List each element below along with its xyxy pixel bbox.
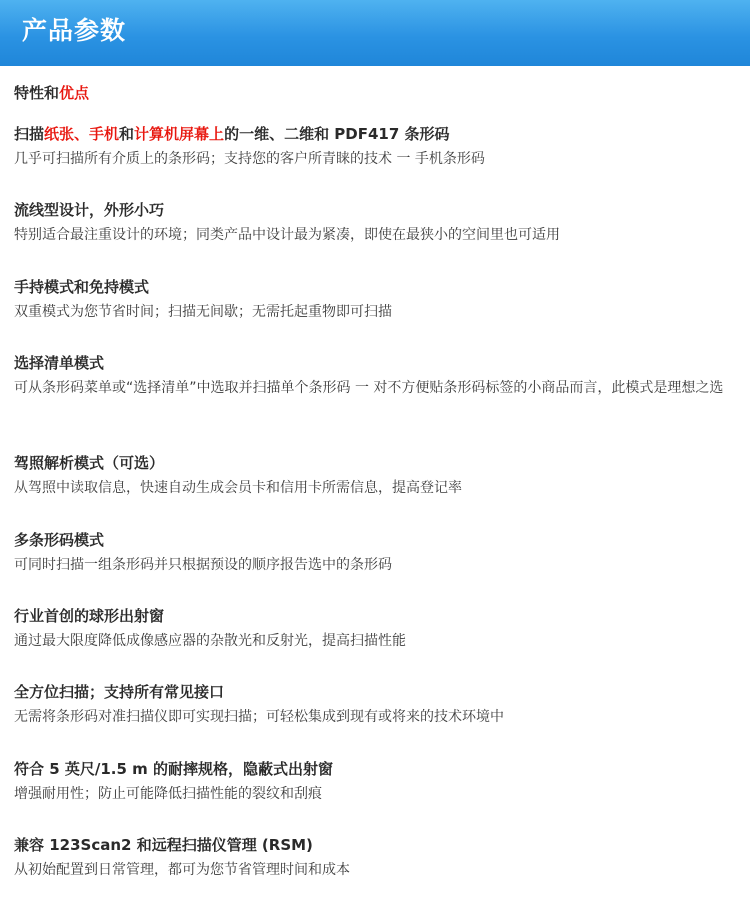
feature-title: 符合 5 英尺/1.5 m 的耐摔规格，隐蔽式出射窗 (14, 759, 334, 778)
feature-item (14, 275, 740, 351)
feature-title-part: 的一维、二维和 PDF417 条形码 (224, 125, 450, 143)
feature-description: 从驾照中读取信息，快速自动生成会员卡和信用卡所需信息，提高登记率 (14, 480, 462, 497)
feature-description: 可从条形码菜单或“选择清单”中选取并扫描单个条形码 一 对不方便贴条形码标签的小商品而言，此模式是理想之选 (14, 380, 724, 397)
feature-item (14, 528, 740, 604)
feature-description: 双重模式为您节省时间；扫描无间歇；无需托起重物即可扫描 (14, 303, 392, 320)
feature-description: 从初始配置到日常管理，都可为您节省管理时间和成本 (14, 862, 350, 879)
feature-title: 手持模式和免持模式 (14, 277, 150, 296)
feature-title: 兼容 123Scan2 和远程扫描仪管理 (RSM) (14, 836, 313, 855)
feature-title-highlight: 纸张、手机 (44, 125, 120, 143)
feature-title-highlight: 计算机屏幕上 (134, 125, 225, 143)
section-header (0, 0, 750, 66)
feature-description: 可同时扫描一组条形码并只根据预设的顺序报告选中的条形码 (14, 556, 392, 573)
feature-item (14, 757, 740, 833)
feature-title: 流线型设计，外形小巧 (14, 201, 165, 220)
feature-item (14, 122, 740, 198)
feature-title: 全方位扫描；支持所有常见接口 (14, 683, 225, 702)
feature-item (14, 833, 740, 909)
feature-description: 无需将条形码对准扫描仪即可实现扫描；可轻松集成到现有或将来的技术环境中 (14, 709, 504, 726)
section-title: 产品参数 (22, 16, 127, 45)
intro-heading-part1: 特性和 (14, 84, 60, 102)
feature-title: 多条形码模式 (14, 530, 105, 549)
feature-description: 特别适合最注重设计的环境；同类产品中设计最为紧凑，即使在最狭小的空间里也可适用 (14, 227, 560, 244)
feature-description: 通过最大限度降低成像感应器的杂散光和反射光，提高扫描性能 (14, 632, 406, 649)
feature-title (14, 122, 740, 146)
feature-title: 选择清单模式 (14, 354, 105, 373)
feature-title: 驾照解析模式（可选） (14, 454, 165, 473)
feature-item (14, 680, 740, 756)
feature-item (14, 351, 740, 451)
feature-title-part: 和 (119, 125, 135, 143)
feature-title-part: 扫描 (14, 125, 45, 143)
feature-description: 几乎可扫描所有介质上的条形码；支持您的客户所青睐的技术 一 手机条形码 (14, 151, 485, 167)
feature-item (14, 198, 740, 274)
feature-item (14, 604, 740, 680)
feature-title: 行业首创的球形出射窗 (14, 606, 165, 625)
intro-heading-highlight: 优点 (59, 84, 90, 102)
intro-heading (14, 81, 89, 105)
feature-description: 增强耐用性；防止可能降低扫描性能的裂纹和刮痕 (14, 785, 322, 802)
feature-item (14, 451, 740, 527)
feature-list (14, 122, 740, 910)
